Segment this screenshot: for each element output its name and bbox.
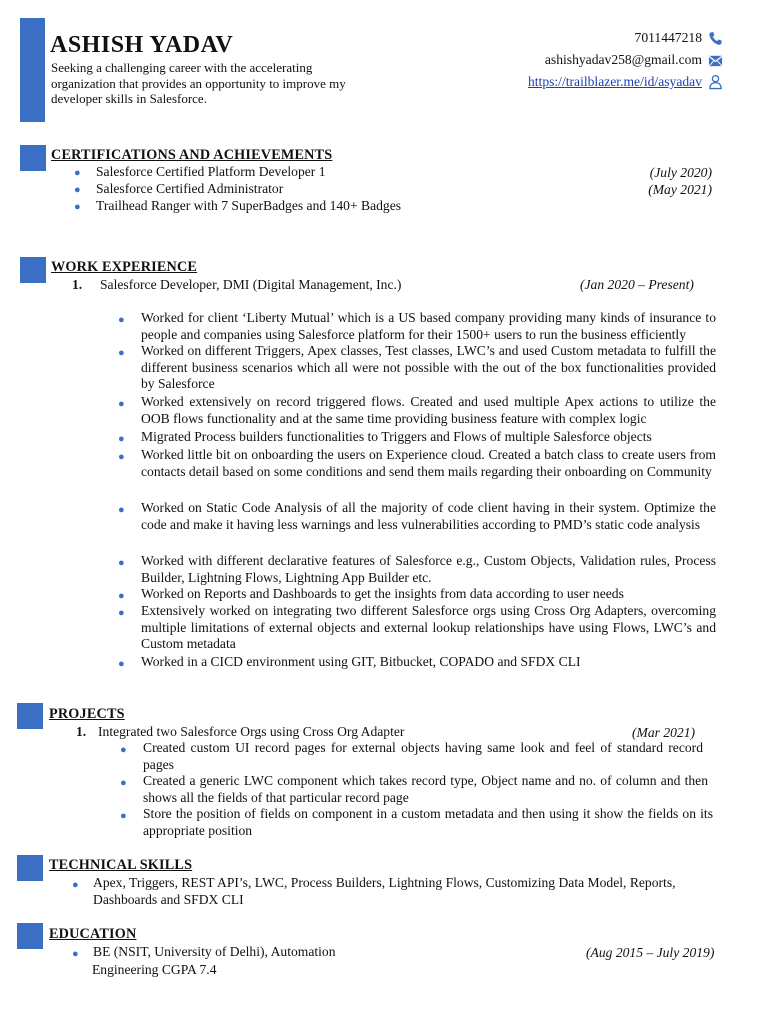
email-address[interactable]: ashishyadav258@gmail.com	[544, 52, 702, 67]
work-bullet: Worked on Reports and Dashboards to get the insights from data according to user needs	[141, 586, 624, 601]
bullet-icon: ●	[118, 451, 125, 463]
bullet-icon: ●	[118, 398, 125, 410]
bullet-icon: ●	[118, 504, 125, 516]
project-date: (Mar 2021)	[632, 725, 696, 740]
work-bullet: Worked for client ‘Liberty Mutual’ which is a US based company providing many kinds of insurance to people and companies using Salesforce platform for their 1500+ users to run the business efficiently	[141, 310, 716, 342]
envelope-icon	[708, 53, 723, 68]
work-bullet: Worked on Static Code Analysis of all the majority of code client having in their system. Optimize the code and make it having less warnings and less vulnerabilities according to PMD’s static code analysis	[141, 500, 716, 532]
project-number: 1.	[76, 724, 87, 739]
certification-item: Salesforce Certified Platform Developer 1	[96, 164, 326, 179]
project-title: Integrated two Salesforce Orgs using Cross Org Adapter	[98, 724, 405, 739]
project-bullet: Store the position of fields on component in a custom metadata and then using it show the fields on its appropriate position	[143, 806, 713, 838]
certification-item: Salesforce Certified Administrator	[96, 181, 284, 196]
certification-date: (July 2020)	[649, 165, 712, 180]
candidate-name: ASHISH YADAV	[50, 32, 234, 58]
bullet-icon: ●	[74, 201, 81, 213]
career-summary: Seeking a challenging career with the accelerating organization that provides an opportunity to improve my developer skills in Salesforce.	[51, 60, 346, 106]
project-bullet: Created a generic LWC component which takes record type, Object name and no. of column and then shows all the fields of that particular record page	[143, 773, 708, 805]
phone-number: 7011447218	[634, 30, 702, 45]
work-bullet: Worked extensively on record triggered flows. Created and used multiple Apex actions to utilize the OOB flows functionality and at the same time providing business feature with complex logic	[141, 394, 716, 426]
bullet-icon: ●	[120, 777, 127, 789]
bullet-icon: ●	[118, 433, 125, 445]
work-bullet: Migrated Process builders functionalities to Triggers and Flows of multiple Salesforce objects	[141, 429, 652, 444]
bullet-icon: ●	[118, 347, 125, 359]
work-experience-title: WORK EXPERIENCE	[51, 259, 198, 275]
user-profile-icon	[708, 73, 723, 90]
technical-skills-list: Apex, Triggers, REST API’s, LWC, Process Builders, Lightning Flows, Customizing Data Model, Reports, Dashboards and SFDX CLI	[93, 875, 676, 907]
bullet-icon: ●	[118, 314, 125, 326]
work-bullet: Worked with different declarative features of Salesforce e.g., Custom Objects, Validation rules, Process Builder, Lightning Flows, Lightning App Builder etc.	[141, 553, 716, 585]
job-number: 1.	[72, 277, 83, 292]
phone-icon	[708, 31, 723, 46]
bullet-icon: ●	[120, 744, 127, 756]
bullet-icon: ●	[74, 167, 81, 179]
job-title: Salesforce Developer, DMI (Digital Management, Inc.)	[100, 277, 402, 292]
trailblazer-profile-link[interactable]: https://trailblazer.me/id/asyadav	[527, 74, 702, 89]
work-bullet: Worked little bit on onboarding the users on Experience cloud. Created a batch class to create users from contacts detail based on some conditions and send them mails regarding their onboarding on Community	[141, 447, 716, 479]
projects-title: PROJECTS	[49, 706, 125, 722]
certification-date: (May 2021)	[648, 182, 712, 197]
bullet-icon: ●	[72, 879, 79, 891]
work-bullet: Extensively worked on integrating two different Salesforce orgs using Cross Org Adapters, overcoming multiple limitations of external objects and external lookup relationships have using Flows, LWC’s and Custom metadata	[141, 603, 716, 651]
header-accent-bar	[20, 18, 45, 122]
project-bullet: Created custom UI record pages for external objects having same look and feel of standard record pages	[143, 740, 703, 772]
certification-item: Trailhead Ranger with 7 SuperBadges and 140+ Badges	[96, 198, 402, 213]
bullet-icon: ●	[118, 557, 125, 569]
section-marker	[20, 145, 46, 171]
education-date: (Aug 2015 – July 2019)	[586, 945, 715, 960]
technical-skills-title: TECHNICAL SKILLS	[49, 857, 193, 873]
section-marker	[17, 923, 43, 949]
bullet-icon: ●	[74, 184, 81, 196]
job-date: (Jan 2020 – Present)	[580, 277, 694, 292]
section-marker	[20, 257, 46, 283]
education-degree: BE (NSIT, University of Delhi), Automation	[93, 944, 336, 959]
bullet-icon: ●	[120, 810, 127, 822]
education-title: EDUCATION	[49, 926, 137, 942]
bullet-icon: ●	[118, 658, 125, 670]
work-bullet: Worked in a CICD environment using GIT, Bitbucket, COPADO and SFDX CLI	[141, 654, 581, 669]
bullet-icon: ●	[118, 590, 125, 602]
certifications-title: CERTIFICATIONS AND ACHIEVEMENTS	[51, 147, 333, 163]
bullet-icon: ●	[72, 948, 79, 960]
bullet-icon: ●	[118, 607, 125, 619]
education-cgpa: Engineering CGPA 7.4	[92, 962, 217, 977]
section-marker	[17, 855, 43, 881]
work-bullet: Worked on different Triggers, Apex classes, Test classes, LWC’s and used Custom metadata to fulfill the different business scenarios which all were not possible with the out of the box functionalities provided by Salesforce	[141, 343, 716, 391]
section-marker	[17, 703, 43, 729]
